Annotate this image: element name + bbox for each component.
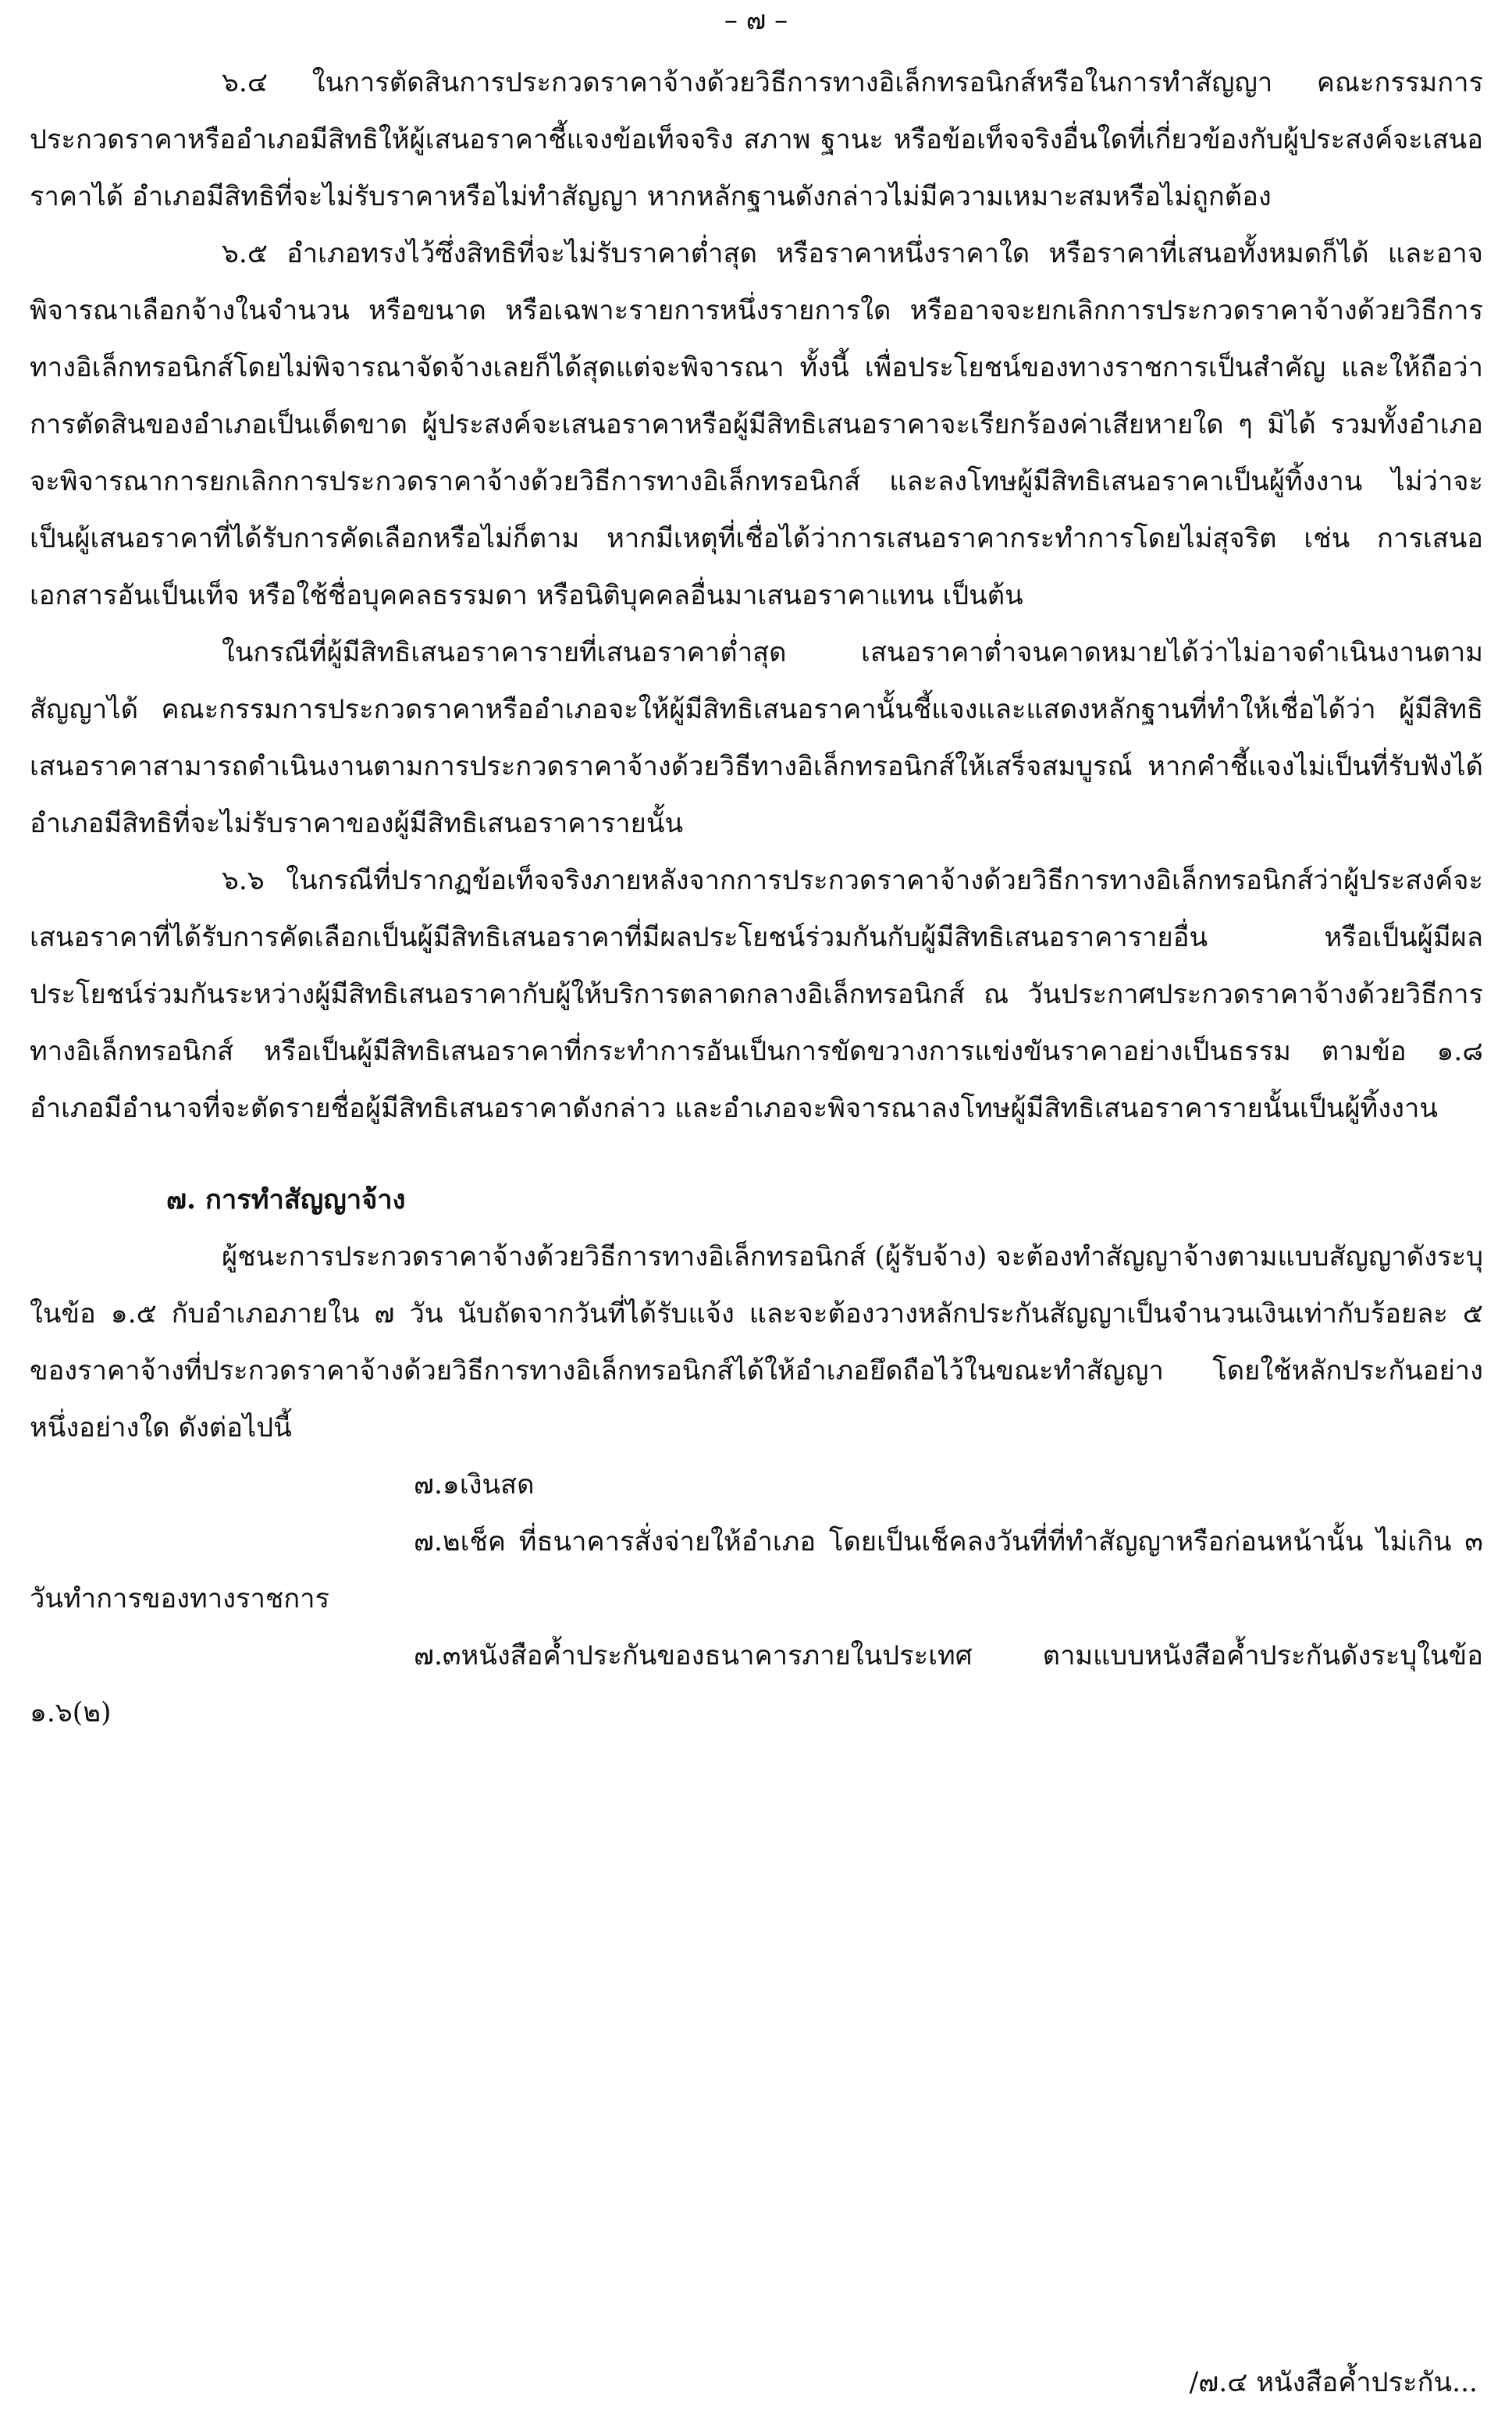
page-number: – ๗ – <box>724 5 788 36</box>
paragraph-6-5: ๖.๕ อำเภอทรงไว้ซึ่งสิทธิที่จะไม่รับราคาต่ำสุด หรือราคาหนึ่งราคาใด หรือราคาที่เสนอทั้งหมดก็ได้ และอาจพิจารณาเลือกจ้างในจำนวน หรือขนาด หรือเฉพาะรายการหนึ่งรายการใด หรืออาจจะยกเลิกการประกวดราคาจ้างด้วยวิธีการทางอิเล็กทรอนิกส์โดยไม่พิจารณาจัดจ้างเลยก็ได้สุดแต่จะพิจารณา ทั้งนี้ เพื่อประโยชน์ของทางราชการเป็นสำคัญ และให้ถือว่าการตัดสินของอำเภอเป็นเด็ดขาด ผู้ประสงค์จะเสนอราคาหรือผู้มีสิทธิเสนอราคาจะเรียกร้องค่าเสียหายใด ๆ มิได้ รวมทั้งอำเภอจะพิจารณาการยกเลิกการประกวดราคาจ้างด้วยวิธีการทางอิเล็กทรอนิกส์ และลงโทษผู้มีสิทธิเสนอราคาเป็นผู้ทิ้งงาน ไม่ว่าจะเป็นผู้เสนอราคาที่ได้รับการคัดเลือกหรือไม่ก็ตาม หากมีเหตุที่เชื่อได้ว่าการเสนอราคากระทำการโดยไม่สุจริต เช่น การเสนอเอกสารอันเป็นเท็จ หรือใช้ชื่อบุคคลธรรมดา หรือนิติบุคคลอื่นมาเสนอราคาแทน เป็นต้น <box>30 238 1483 611</box>
section-7-heading: ๗. การทำสัญญาจ้าง <box>166 1184 406 1216</box>
item-7-3 <box>30 1628 1483 1742</box>
item-text: หนังสือค้ำประกันของธนาคารภายในประเทศ ตามแบบหนังสือค้ำประกันดังระบุในข้อ ๑.๖(๒) <box>30 1640 1483 1728</box>
item-number: ๗.๓ <box>414 1640 461 1671</box>
section-7-intro: ผู้ชนะการประกวดราคาจ้างด้วยวิธีการทางอิเล็กทรอนิกส์ (ผู้รับจ้าง) จะต้องทำสัญญาจ้างตามแบบสัญญาดังระบุในข้อ ๑.๕ กับอำเภอภายใน ๗ วัน นับถัดจากวันที่ได้รับแจ้ง และจะต้องวางหลักประกันสัญญาเป็นจำนวนเงินเท่ากับร้อยละ ๕ ของราคาจ้างที่ประกวดราคาจ้างด้วยวิธีการทางอิเล็กทรอนิกส์ได้ให้อำเภอยึดถือไว้ในขณะทำสัญญา โดยใช้หลักประกันอย่างหนึ่งอย่างใด ดังต่อไปนี้ <box>30 1241 1483 1443</box>
item-7-1 <box>30 1457 1483 1514</box>
paragraph-6-5-low-bid: ในกรณีที่ผู้มีสิทธิเสนอราคารายที่เสนอราคาต่ำสุด เสนอราคาต่ำจนคาดหมายได้ว่าไม่อาจดำเนินงานตามสัญญาได้ คณะกรรมการประกวดราคาหรืออำเภอจะให้ผู้มีสิทธิเสนอราคานั้นชี้แจงและแสดงหลักฐานที่ทำให้เชื่อได้ว่า ผู้มีสิทธิเสนอราคาสามารถดำเนินงานตามการประกวดราคาจ้างด้วยวิธีทางอิเล็กทรอนิกส์ให้เสร็จสมบูรณ์ หากคำชี้แจงไม่เป็นที่รับฟังได้ อำเภอมีสิทธิที่จะไม่รับราคาของผู้มีสิทธิเสนอราคารายนั้น <box>30 637 1483 839</box>
item-7-2 <box>30 1514 1483 1628</box>
paragraph-6-6: ๖.๖ ในกรณีที่ปรากฏข้อเท็จจริงภายหลังจากการประกวดราคาจ้างด้วยวิธีการทางอิเล็กทรอนิกส์ว่าผู้ประสงค์จะเสนอราคาที่ได้รับการคัดเลือกเป็นผู้มีสิทธิเสนอราคาที่มีผลประโยชน์ร่วมกันกับผู้มีสิทธิเสนอราคารายอื่น หรือเป็นผู้มีผลประโยชน์ร่วมกันระหว่างผู้มีสิทธิเสนอราคากับผู้ให้บริการตลาดกลางอิเล็กทรอนิกส์ ณ วันประกาศประกวดราคาจ้างด้วยวิธีการทางอิเล็กทรอนิกส์ หรือเป็นผู้มีสิทธิเสนอราคาที่กระทำการอันเป็นการขัดขวางการแข่งขันราคาอย่างเป็นธรรม ตามข้อ ๑.๘ อำเภอมีอำนาจที่จะตัดรายชื่อผู้มีสิทธิเสนอราคาดังกล่าว และอำเภอจะพิจารณาลงโทษผู้มีสิทธิเสนอราคารายนั้นเป็นผู้ทิ้งงาน <box>30 865 1483 1124</box>
item-number: ๗.๒ <box>414 1526 461 1557</box>
paragraph-6-4: ๖.๔ ในการตัดสินการประกวดราคาจ้างด้วยวิธีการทางอิเล็กทรอนิกส์หรือในการทำสัญญา คณะกรรมการประกวดราคาหรืออำเภอมีสิทธิให้ผู้เสนอราคาชี้แจงข้อเท็จจริง สภาพ ฐานะ หรือข้อเท็จจริงอื่นใดที่เกี่ยวข้องกับผู้ประสงค์จะเสนอราคาได้ อำเภอมีสิทธิที่จะไม่รับราคาหรือไม่ทำสัญญา หากหลักฐานดังกล่าวไม่มีความเหมาะสมหรือไม่ถูกต้อง <box>30 67 1483 212</box>
document-body <box>30 55 1483 1742</box>
item-text: เงินสด <box>459 1469 535 1500</box>
item-text: เช็ค ที่ธนาคารสั่งจ่ายให้อำเภอ โดยเป็นเช็คลงวันที่ที่ทำสัญญาหรือก่อนหน้านั้น ไม่เกิน ๓ วันทำการของทางราชการ <box>30 1526 1483 1614</box>
item-number: ๗.๑ <box>414 1469 460 1500</box>
continuation-note: /๗.๔ หนังสือค้ำประกัน... <box>1189 2367 1478 2398</box>
spacer <box>30 1137 1483 1153</box>
